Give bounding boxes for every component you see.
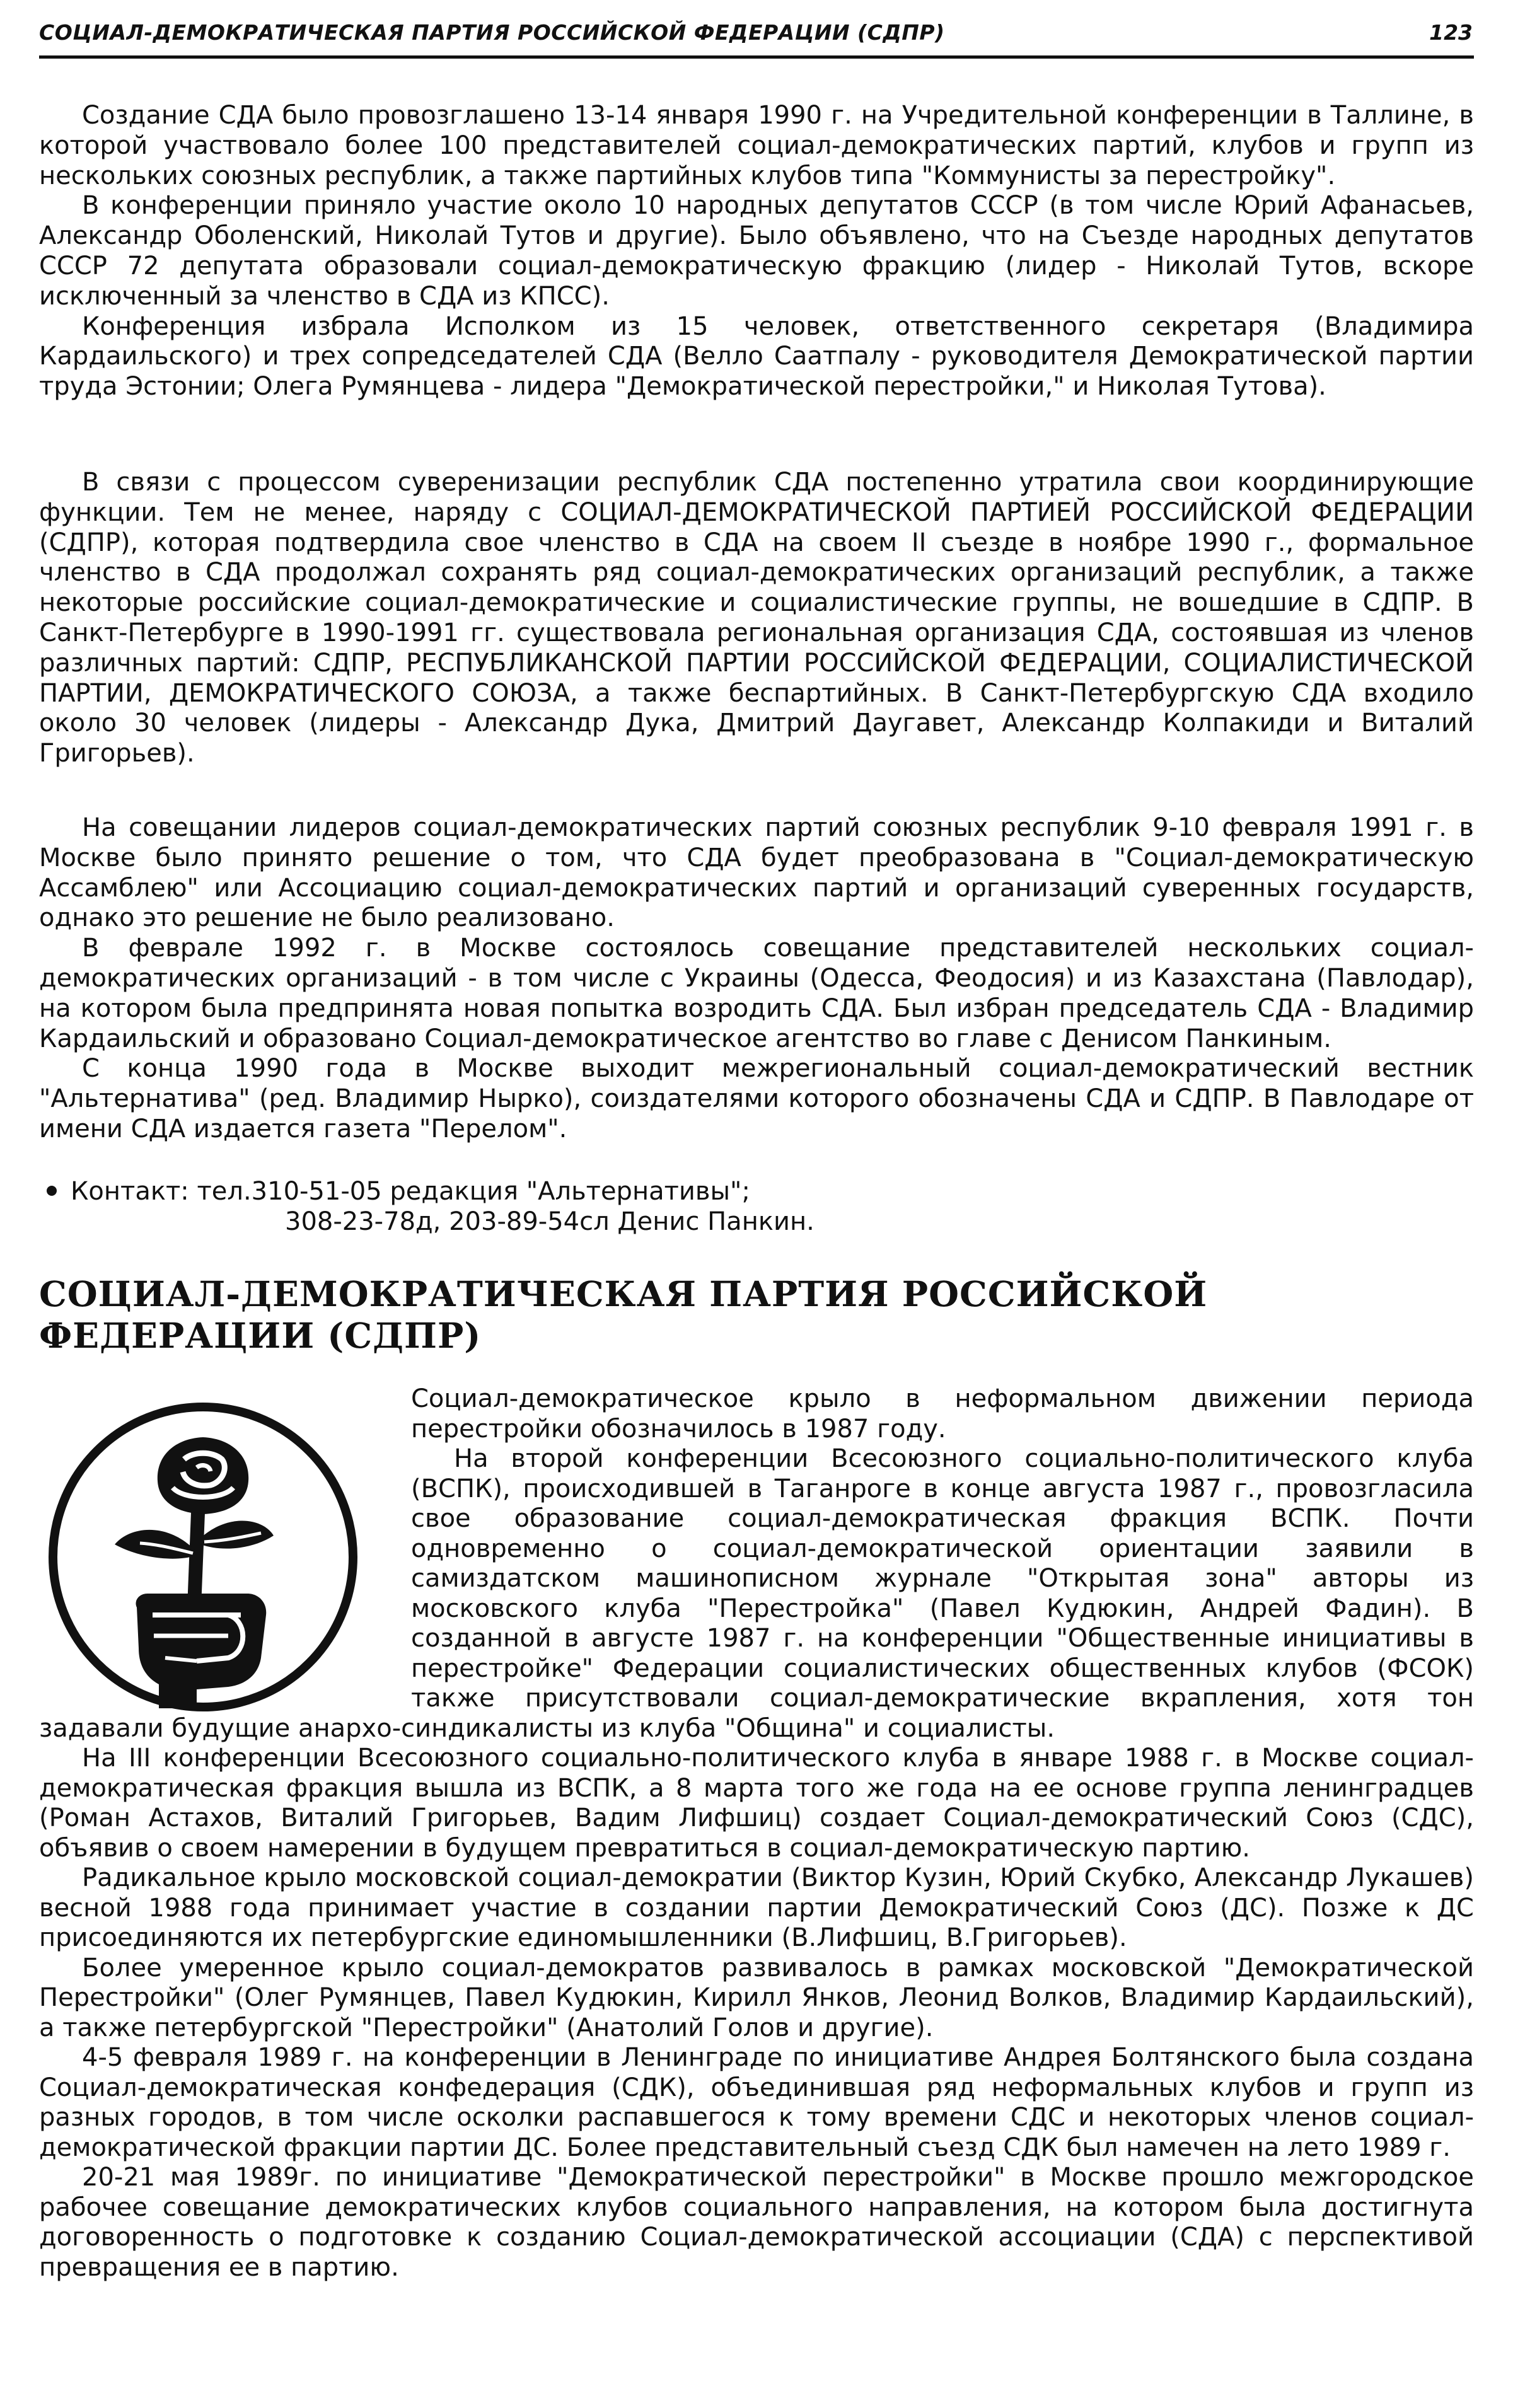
bullet-icon — [47, 1186, 57, 1196]
paragraph: Социал-демократическое крыло в неформальном движении периода перестройки обозначилось в 1987 году. — [411, 1384, 1474, 1444]
contact-line-2: 308-23-78д, 203-89-54сл Денис Панкин. — [285, 1207, 814, 1236]
paragraph: 20-21 мая 1989г. по инициативе "Демократической перестройки" в Москве прошло межгородское рабочее совещание демократических клубов социального направления, на котором была достигнута договоренность о подготовке к созданию Социал-демократической ассоциации (СДА) с перспективой превращения ее в партию. — [39, 2163, 1474, 2282]
intro-text-block — [39, 101, 1474, 402]
running-header — [39, 19, 1474, 59]
page-number: 123 — [1429, 20, 1473, 45]
paragraph: 4-5 февраля 1989 г. на конференции в Ленинграде по инициативе Андрея Болтянского была создана Социал-демократическая конфедерация (СДК), объединившая ряд неформальных клубов и групп из разных городов, в том числе осколки распавшегося к тому времени СДС и некоторых членов социал-демократической фракции партии ДС. Более представительный съезд СДК был намечен на лето 1989 г. — [39, 2043, 1474, 2162]
paragraph: Создание СДА было провозглашено 13-14 января 1990 г. на Учредительной конференции в Таллине, в которой участвовало более 100 представителей социал-демократических партий, клубов и групп из нескольких союзных республик, а также партийных клубов типа "Коммунисты за перестройку". — [39, 101, 1474, 190]
sovereignty-text-block — [39, 468, 1474, 769]
section-text-block — [39, 1384, 1474, 2283]
contact-block — [39, 1176, 1474, 1237]
later-text-block — [39, 813, 1474, 1145]
paragraph: В феврале 1992 г. в Москве состоялось совещание представителей нескольких социал-демократических организаций - в том числе с Украины (Одесса, Феодосия) и из Казахстана (Павлодар), на котором была предпринята новая попытка возродить СДА. Был избран председатель СДА - Владимир Кардаильский и образовано Социал-демократическое агентство во главе с Денисом Панкиным. — [39, 934, 1474, 1053]
paragraph: Конференция избрала Исполком из 15 человек, ответственного секретаря (Владимира Кардаильского) и трех сопредседателей СДА (Велло Саатпалу - руководителя Демократической партии труда Эстонии; Олега Румянцева - лидера "Демократической перестройки," и Николая Тутова). — [39, 311, 1474, 402]
contact-line-1 — [39, 1176, 1474, 1207]
paragraph: На совещании лидеров социал-демократических партий союзных республик 9-10 февраля 1991 г. в Москве было принято решение о том, что СДА будет преобразована в "Социал-демократическую Ассамблею" или Ассоциацию социал-демократических партий и организаций суверенных государств, однако это решение не было реализовано. — [39, 813, 1474, 933]
contact-text: Контакт: тел.310-51-05 редакция "Альтернативы"; — [71, 1177, 750, 1206]
paragraph: На второй конференции Всесоюзного социально-политического клуба (ВСПК), происходившей в Таганроге в конце августа 1987 г., провозгласила свое образование социал-демократическая фракция ВСПК. Почти одновременно о социал-демократической ориентации заявили в самиздатском машинописном журнале "Открытая зона" авторы из московского клуба "Перестройка" (Павел Кудюкин, Андрей Фадин). В созданной в августе 1987 г. на конференции "Общественные инициативы в перестройке" Федерации социалистических общественных клубов (ФСОК) также присутствовали социал-демократические вкрапления, хотя тон задавали будущие анархо-синдикалисты из клуба "Община" и социалисты. — [39, 1444, 1474, 1743]
paragraph: Более умеренное крыло социал-демократов развивалось в рамках московской "Демократической Перестройки" (Олег Румянцев, Павел Кудюкин, Кирилл Янков, Леонид Волков, Владимир Кардаильский), а также петербургской "Перестройки" (Анатолий Голов и другие). — [39, 1953, 1474, 2042]
paragraph: В конференции приняло участие около 10 народных депутатов СССР (в том числе Юрий Афанасьев, Александр Оболенский, Николай Тутов и другие). Было объявлено, что на Съезде народных депутатов СССР 72 депутата образовали социал-демократическую фракцию (лидер - Николай Тутов, вскоре исключенный за членство в СДА из КПСС). — [39, 191, 1474, 311]
paragraph: В связи с процессом суверенизации республик СДА постепенно утратила свои координирующие функции. Тем не менее, наряду с СОЦИАЛ-ДЕМОКРАТИЧЕСКОЙ ПАРТИЕЙ РОССИЙСКОЙ ФЕДЕРАЦИИ (СДПР), которая подтвердила свое членство в СДА на своем II съезде в ноябре 1990 г., формальное членство в СДА продолжал сохранять ряд социал-демократических организаций республик, а также некоторые российские социал-демократические и социалистические группы, не вошедшие в СДПР. В Санкт-Петербурге в 1990-1991 гг. существовала региональная организация СДА, состоявшая из членов различных партий: СДПР, РЕСПУБЛИКАНСКОЙ ПАРТИИ РОССИЙСКОЙ ФЕДЕРАЦИИ, СОЦИАЛИСТИЧЕСКОЙ ПАРТИИ, ДЕМОКРАТИЧЕСКОГО СОЮЗА, а также беспартийных. В Санкт-Петербургскую СДА входило около 30 человек (лидеры - Александр Дука, Дмитрий Даугавет, Александр Колпакиди и Виталий Григорьев). — [39, 468, 1474, 768]
emblem-spacer — [39, 1384, 411, 1699]
section-heading: СОЦИАЛ-ДЕМОКРАТИЧЕСКАЯ ПАРТИЯ РОССИЙСКОЙ ФЕДЕРАЦИИ (СДПР) — [39, 1273, 1208, 1356]
paragraph: Радикальное крыло московской социал-демократии (Виктор Кузин, Юрий Скубко, Александр Лукашев) весной 1988 года принимает участие в создании партии Демократический Союз (ДС). Позже к ДС присоединяются их петербургские единомышленники (В.Лифшиц, В.Григорьев). — [39, 1863, 1474, 1952]
running-title: СОЦИАЛ-ДЕМОКРАТИЧЕСКАЯ ПАРТИЯ РОССИЙСКОЙ ФЕДЕРАЦИИ (СДПР) — [39, 20, 945, 45]
paragraph: На III конференции Всесоюзного социально-политического клуба в январе 1988 г. в Москве социал-демократическая фракция вышла из ВСПК, а 8 марта того же года на ее основе группа ленинградцев (Роман Астахов, Виталий Григорьев, Вадим Лифшиц) создает Социал-демократический Союз (СДС), объявив о своем намерении в будущем превратиться в социал-демократическую партию. — [39, 1744, 1474, 1863]
paragraph: С конца 1990 года в Москве выходит межрегиональный социал-демократический вестник "Альтернатива" (ред. Владимир Нырко), соиздателями которого обозначены СДА и СДПР. В Павлодаре от имени СДА издается газета "Перелом". — [39, 1054, 1474, 1143]
